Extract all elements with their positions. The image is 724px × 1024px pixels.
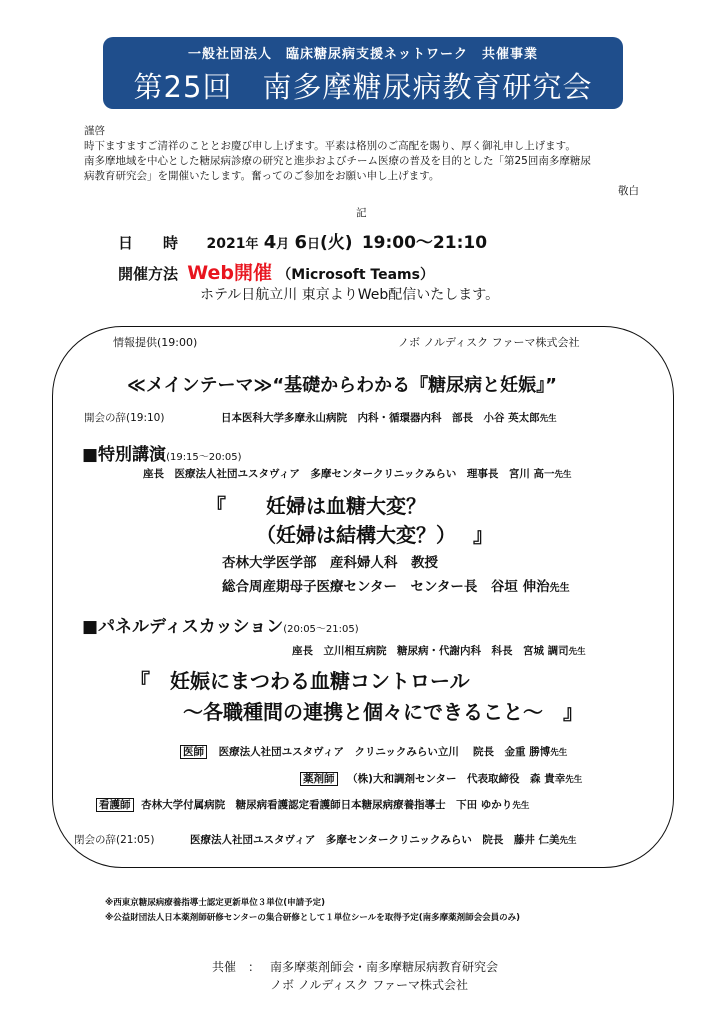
main-theme: ≪メインテーマ≫“基礎からわかる『糖尿病と妊娠』” (127, 375, 557, 396)
sensei-suffix: 先生 (539, 414, 557, 424)
intro-line-1: 時下ますますご清祥のこととお慶び申し上げます。平素は格別のご高配を賜り、厚く御礼申し上げます。 (84, 140, 576, 152)
sensei-suffix: 先生 (559, 836, 577, 846)
day: 6 (294, 232, 308, 253)
panel-heading: ■パネルディスカッション (82, 617, 284, 637)
special-chair-row (143, 466, 572, 481)
role-badge-doctor: 医師 (180, 745, 207, 759)
special-title-2: （妊婦は結構大変？） 』 (256, 523, 493, 547)
intro-line-3: 病教育研究会」を開催いたします。奮ってのご参加をお願い申し上げます。 (84, 170, 440, 182)
year: 2021 (206, 236, 246, 252)
opening-label: 開会の辞(19:10) (84, 412, 165, 424)
time-range: 19:00〜21:10 (361, 233, 488, 253)
web-method: Web開催 (187, 262, 273, 284)
special-chair: 座長 医療法人社団ユスタヴィア 多摩センタークリニックみらい 理事長 宮川 高一 (143, 468, 555, 480)
weekday: (火) (320, 233, 353, 253)
page-title: 第25回 南多摩糖尿病教育研究会 (133, 70, 593, 104)
role-badge-nurse: 看護師 (96, 798, 134, 812)
cosponsor-line-1: 南多摩薬剤師会・南多摩糖尿病教育研究会 (270, 960, 499, 974)
sensei-suffix: 先生 (568, 647, 586, 657)
special-speaker-1: 杏林大学医学部 産科婦人科 教授 (222, 555, 438, 571)
special-speaker-2: 総合周産期母子医療センター センター長 谷垣 伸治 (222, 579, 550, 595)
special-speaker-row (222, 575, 570, 595)
sensei-suffix: 先生 (550, 748, 568, 758)
closing-speaker-row (190, 832, 577, 847)
panelist-row-1 (180, 744, 567, 759)
title-banner (103, 37, 623, 109)
panel-time: (20:05〜21:05) (283, 624, 359, 635)
month-unit: 月 (276, 237, 290, 252)
special-heading: ■特別講演 (82, 445, 167, 465)
role-badge-pharmacist: 薬剤師 (300, 772, 338, 786)
panelist-doctor: 医療法人社団ユスタヴィア クリニックみらい立川 院長 金重 勝博 (218, 746, 551, 758)
special-title-1: 『 妊婦は血糖大変？ (206, 494, 426, 518)
datetime-label: 日 時 (118, 234, 179, 252)
sensei-suffix: 先生 (512, 801, 530, 811)
panel-title-2: 〜各職種間の連携と個々にできること〜 』 (183, 700, 583, 724)
opening-speaker: 日本医科大学多摩永山病院 内科・循環器内科 部長 小谷 英太郎 (221, 412, 540, 424)
sensei-suffix: 先生 (549, 583, 570, 594)
intro-line-2: 南多摩地域を中心とした糖尿病診療の研究と進歩およびチーム医療の普及を目的とした「第25回南多摩糖尿 (84, 155, 591, 167)
note-2: ※公益財団法人日本薬剤師研修センターの集合研修として１単位シールを取得予定(南多摩薬剤師会会員のみ) (105, 913, 521, 923)
closing-speaker: 医療法人社団ユスタヴィア 多摩センタークリニックみらい 院長 藤井 仁美 (190, 834, 560, 846)
panel-row (82, 612, 359, 637)
panelist-pharmacist: （株)大和調剤センター 代表取締役 森 貴幸 (347, 773, 566, 785)
panelist-row-2 (300, 771, 582, 786)
ki-mark: 記 (356, 207, 367, 219)
closing-label: 閉会の辞(21:05) (74, 834, 155, 846)
platform: （Microsoft Teams） (277, 267, 434, 283)
month: 4 (263, 232, 277, 253)
venue-label: 開催方法 (118, 265, 179, 283)
program-frame (52, 326, 674, 868)
panel-chair: 座長 立川相互病院 糖尿病・代謝内科 科長 宮城 調司 (292, 645, 569, 657)
closing-word: 敬白 (618, 185, 639, 197)
info-company: ノボ ノルディスク ファーマ株式会社 (398, 336, 580, 349)
panelist-nurse: 杏林大学付属病院 糖尿病看護認定看護師日本糖尿病療養指導士 下田 ゆかり (141, 799, 513, 811)
greeting: 謹啓 (84, 125, 105, 137)
panel-title-1: 『 妊娠にまつわる血糖コントロール (130, 669, 470, 693)
venue-note: ホテル日航立川 東京よりWeb配信いたします。 (200, 287, 500, 303)
year-unit: 年 (245, 237, 259, 252)
venue-row (118, 258, 434, 285)
special-lecture-row (82, 440, 242, 465)
opening-speaker-row (221, 410, 557, 425)
note-1: ※西東京糖尿病療養指導士認定更新単位３単位(申請予定) (105, 898, 326, 908)
special-time: (19:15〜20:05) (166, 452, 242, 463)
panelist-row-3 (96, 797, 529, 812)
datetime-row (118, 228, 487, 253)
info-label: 情報提供(19:00) (113, 336, 198, 349)
banner-subtitle: 一般社団法人 臨床糖尿病支援ネットワーク 共催事業 (187, 47, 538, 62)
sensei-suffix: 先生 (565, 775, 583, 785)
panel-chair-row (292, 643, 586, 658)
cosponsor-line-2: ノボ ノルディスク ファーマ株式会社 (270, 978, 468, 992)
day-unit: 日 (307, 237, 321, 252)
cosponsor-label: 共催 ： (212, 960, 261, 974)
sensei-suffix: 先生 (554, 470, 572, 480)
